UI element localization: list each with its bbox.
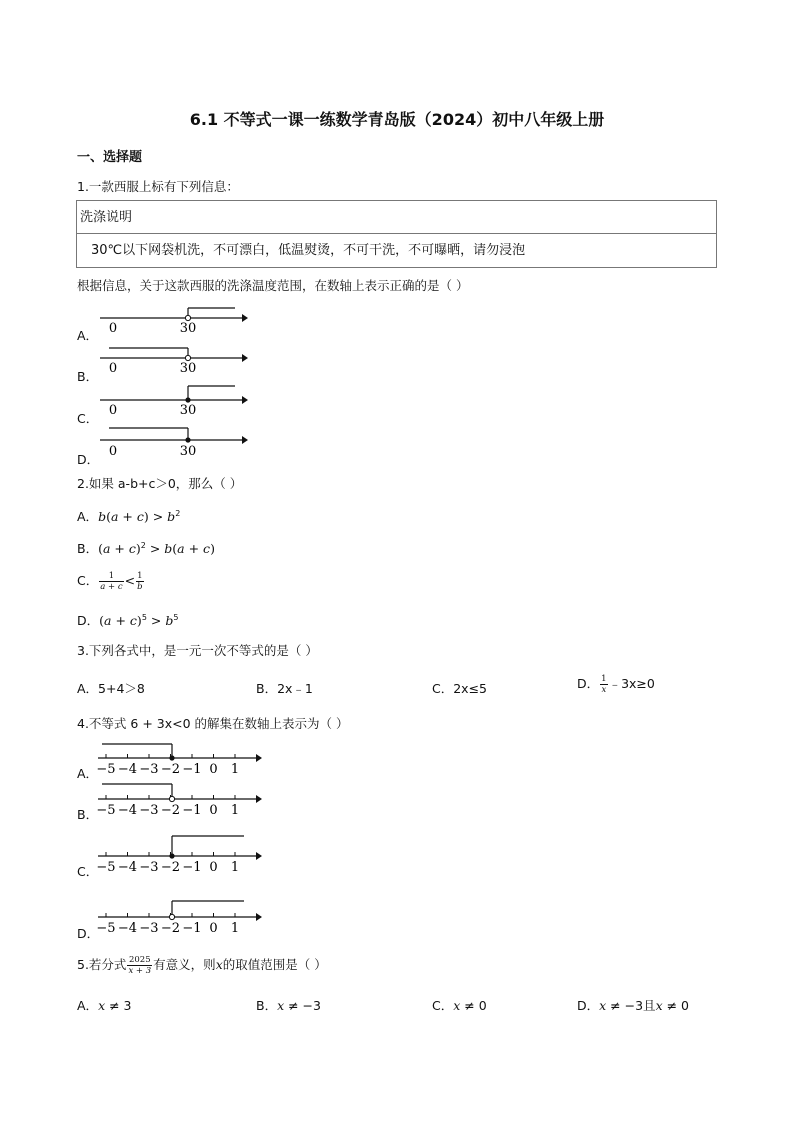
tick-label: 1 bbox=[230, 860, 240, 875]
q5-option-a: A．x ≠ 3 bbox=[77, 998, 132, 1013]
q2-option-d: D．$(a + c)^5 > b^5$ bbox=[77, 613, 179, 628]
q4-option-b-number-line bbox=[94, 778, 269, 820]
number-line-arrow bbox=[256, 852, 262, 860]
q3-option-d: D． $\frac{1}{x}$ ﹣3x≥0 bbox=[577, 674, 655, 695]
tick-label: −1 bbox=[182, 803, 202, 818]
q5-stem: 5.若分式 $\frac{2025}{x + 3}$ 有意义，则x的取值范围是（ ） bbox=[77, 955, 327, 976]
number-line-arrow bbox=[256, 913, 262, 921]
q5-option-c: C．x ≠ 0 bbox=[432, 998, 487, 1013]
q1-option-a-label: A． bbox=[77, 328, 99, 343]
q1-prompt: 根据信息，关于这款西服的洗涤温度范围，在数轴上表示正确的是（ ） bbox=[77, 278, 469, 293]
tick-label: −1 bbox=[182, 762, 202, 777]
q4-option-a-number-line bbox=[94, 738, 269, 780]
tick-label: 0 bbox=[209, 803, 218, 818]
q4-stem: 4.不等式 6 + 3x<0 的解集在数轴上表示为（ ） bbox=[77, 716, 349, 731]
tick-label: −2 bbox=[160, 762, 181, 777]
q5-option-d: D．x ≠ −3且x ≠ 0 bbox=[577, 998, 689, 1013]
q3-option-d-label: D． bbox=[577, 676, 600, 691]
q2-option-c: C． $\frac{1}{a + c}$ < $\frac{1}{b}$ bbox=[77, 571, 143, 592]
q5-frac-num: 2025 bbox=[128, 955, 151, 965]
tick-label: −1 bbox=[182, 860, 202, 875]
q5-stem-post: 的取值范围是（ ） bbox=[222, 957, 327, 972]
tick-label: 0 bbox=[209, 860, 218, 875]
q3-option-d-rest: ﹣3x≥0 bbox=[608, 676, 655, 691]
q1-option-b-number-line bbox=[95, 346, 255, 378]
q3-stem: 3.下列各式中，是一元一次不等式的是（ ） bbox=[77, 643, 318, 658]
q1-option-c-number-line bbox=[95, 384, 255, 420]
tick-label: −2 bbox=[160, 921, 181, 936]
tick-label: 1 bbox=[230, 803, 240, 818]
number-line-arrow bbox=[256, 754, 262, 762]
q5-stem-pre: 5.若分式 bbox=[77, 957, 127, 972]
washing-info-table bbox=[76, 200, 717, 268]
q2-option-a-label: A． bbox=[77, 509, 99, 524]
tick-label: 0 bbox=[209, 762, 218, 777]
q4-option-d-label: D． bbox=[77, 926, 100, 941]
tick-label: 1 bbox=[230, 762, 240, 777]
q1-option-d-label: D． bbox=[77, 452, 100, 467]
q5-option-b-label: B． bbox=[256, 998, 278, 1013]
q4-option-c-number-line bbox=[94, 832, 269, 878]
q5-option-a-label: A． bbox=[77, 998, 99, 1013]
tick-label: −4 bbox=[117, 803, 138, 818]
tick-label: −2 bbox=[160, 860, 181, 875]
q4-option-a-label: A． bbox=[77, 766, 99, 781]
tick-label: 0 bbox=[209, 921, 218, 936]
q4-option-c-label: C． bbox=[77, 864, 99, 879]
q1-option-d-number-line bbox=[95, 426, 255, 462]
tick-label: −1 bbox=[182, 921, 202, 936]
q1-option-c-label: C． bbox=[77, 411, 99, 426]
tick-label: 30 bbox=[179, 321, 197, 336]
table-header: 洗涤说明 bbox=[77, 201, 716, 234]
tick-label: −3 bbox=[139, 803, 159, 818]
page-title: 6.1 不等式一课一练数学青岛版（2024）初中八年级上册 bbox=[189, 110, 605, 129]
q4-option-d-number-line bbox=[94, 896, 269, 940]
tick-label: −2 bbox=[160, 803, 181, 818]
q2-option-a: A．$b(a + c) > b^2$ bbox=[77, 509, 181, 524]
tick-label: −5 bbox=[96, 921, 116, 936]
q2-stem: 2.如果 a-b+c＞0，那么（ ） bbox=[77, 476, 243, 491]
tick-label: 30 bbox=[179, 361, 197, 376]
q5-option-b: B．x ≠ −3 bbox=[256, 998, 321, 1013]
q1-option-b-label: B． bbox=[77, 369, 99, 384]
q1-option-a-number-line bbox=[95, 306, 255, 338]
tick-label: −4 bbox=[117, 762, 138, 777]
q3-option-b: B．2x﹣1 bbox=[256, 681, 313, 696]
tick-label: 30 bbox=[179, 403, 197, 418]
tick-label: −3 bbox=[139, 921, 159, 936]
q2-option-b: B．$(a + c)^2 > b(a + c)$ bbox=[77, 541, 215, 556]
q3-option-a: A．5+4＞8 bbox=[77, 681, 145, 696]
q5-frac-den: x + 3 bbox=[128, 966, 152, 976]
tick-label: −5 bbox=[96, 860, 116, 875]
tick-label: −3 bbox=[139, 762, 159, 777]
tick-label: 0 bbox=[108, 403, 118, 418]
tick-label: −5 bbox=[96, 803, 116, 818]
q2-option-d-label: D． bbox=[77, 613, 100, 628]
tick-label: 0 bbox=[108, 444, 118, 459]
q1-stem: 1.一款西服上标有下列信息： bbox=[77, 179, 239, 194]
q2-option-c-label: C． bbox=[77, 573, 99, 588]
tick-label: −4 bbox=[117, 921, 138, 936]
q5-option-d-label: D． bbox=[577, 998, 600, 1013]
q3-option-c: C．2x≤5 bbox=[432, 681, 488, 696]
tick-label: −4 bbox=[117, 860, 138, 875]
tick-label: 30 bbox=[179, 444, 197, 459]
tick-label: 0 bbox=[108, 361, 118, 376]
section-heading: 一、选择题 bbox=[77, 150, 143, 165]
tick-label: 1 bbox=[230, 921, 240, 936]
q2-option-b-label: B． bbox=[77, 541, 99, 556]
tick-label: 0 bbox=[108, 321, 118, 336]
q4-option-b-label: B． bbox=[77, 807, 99, 822]
number-line-arrow bbox=[256, 795, 262, 803]
table-content: 30℃以下网袋机洗，不可漂白，低温熨烫，不可干洗，不可曝晒，请勿浸泡 bbox=[91, 243, 526, 258]
q5-option-c-label: C． bbox=[432, 998, 454, 1013]
tick-label: −5 bbox=[96, 762, 116, 777]
tick-label: −3 bbox=[139, 860, 159, 875]
q5-stem-mid: 有意义，则 bbox=[153, 957, 216, 972]
